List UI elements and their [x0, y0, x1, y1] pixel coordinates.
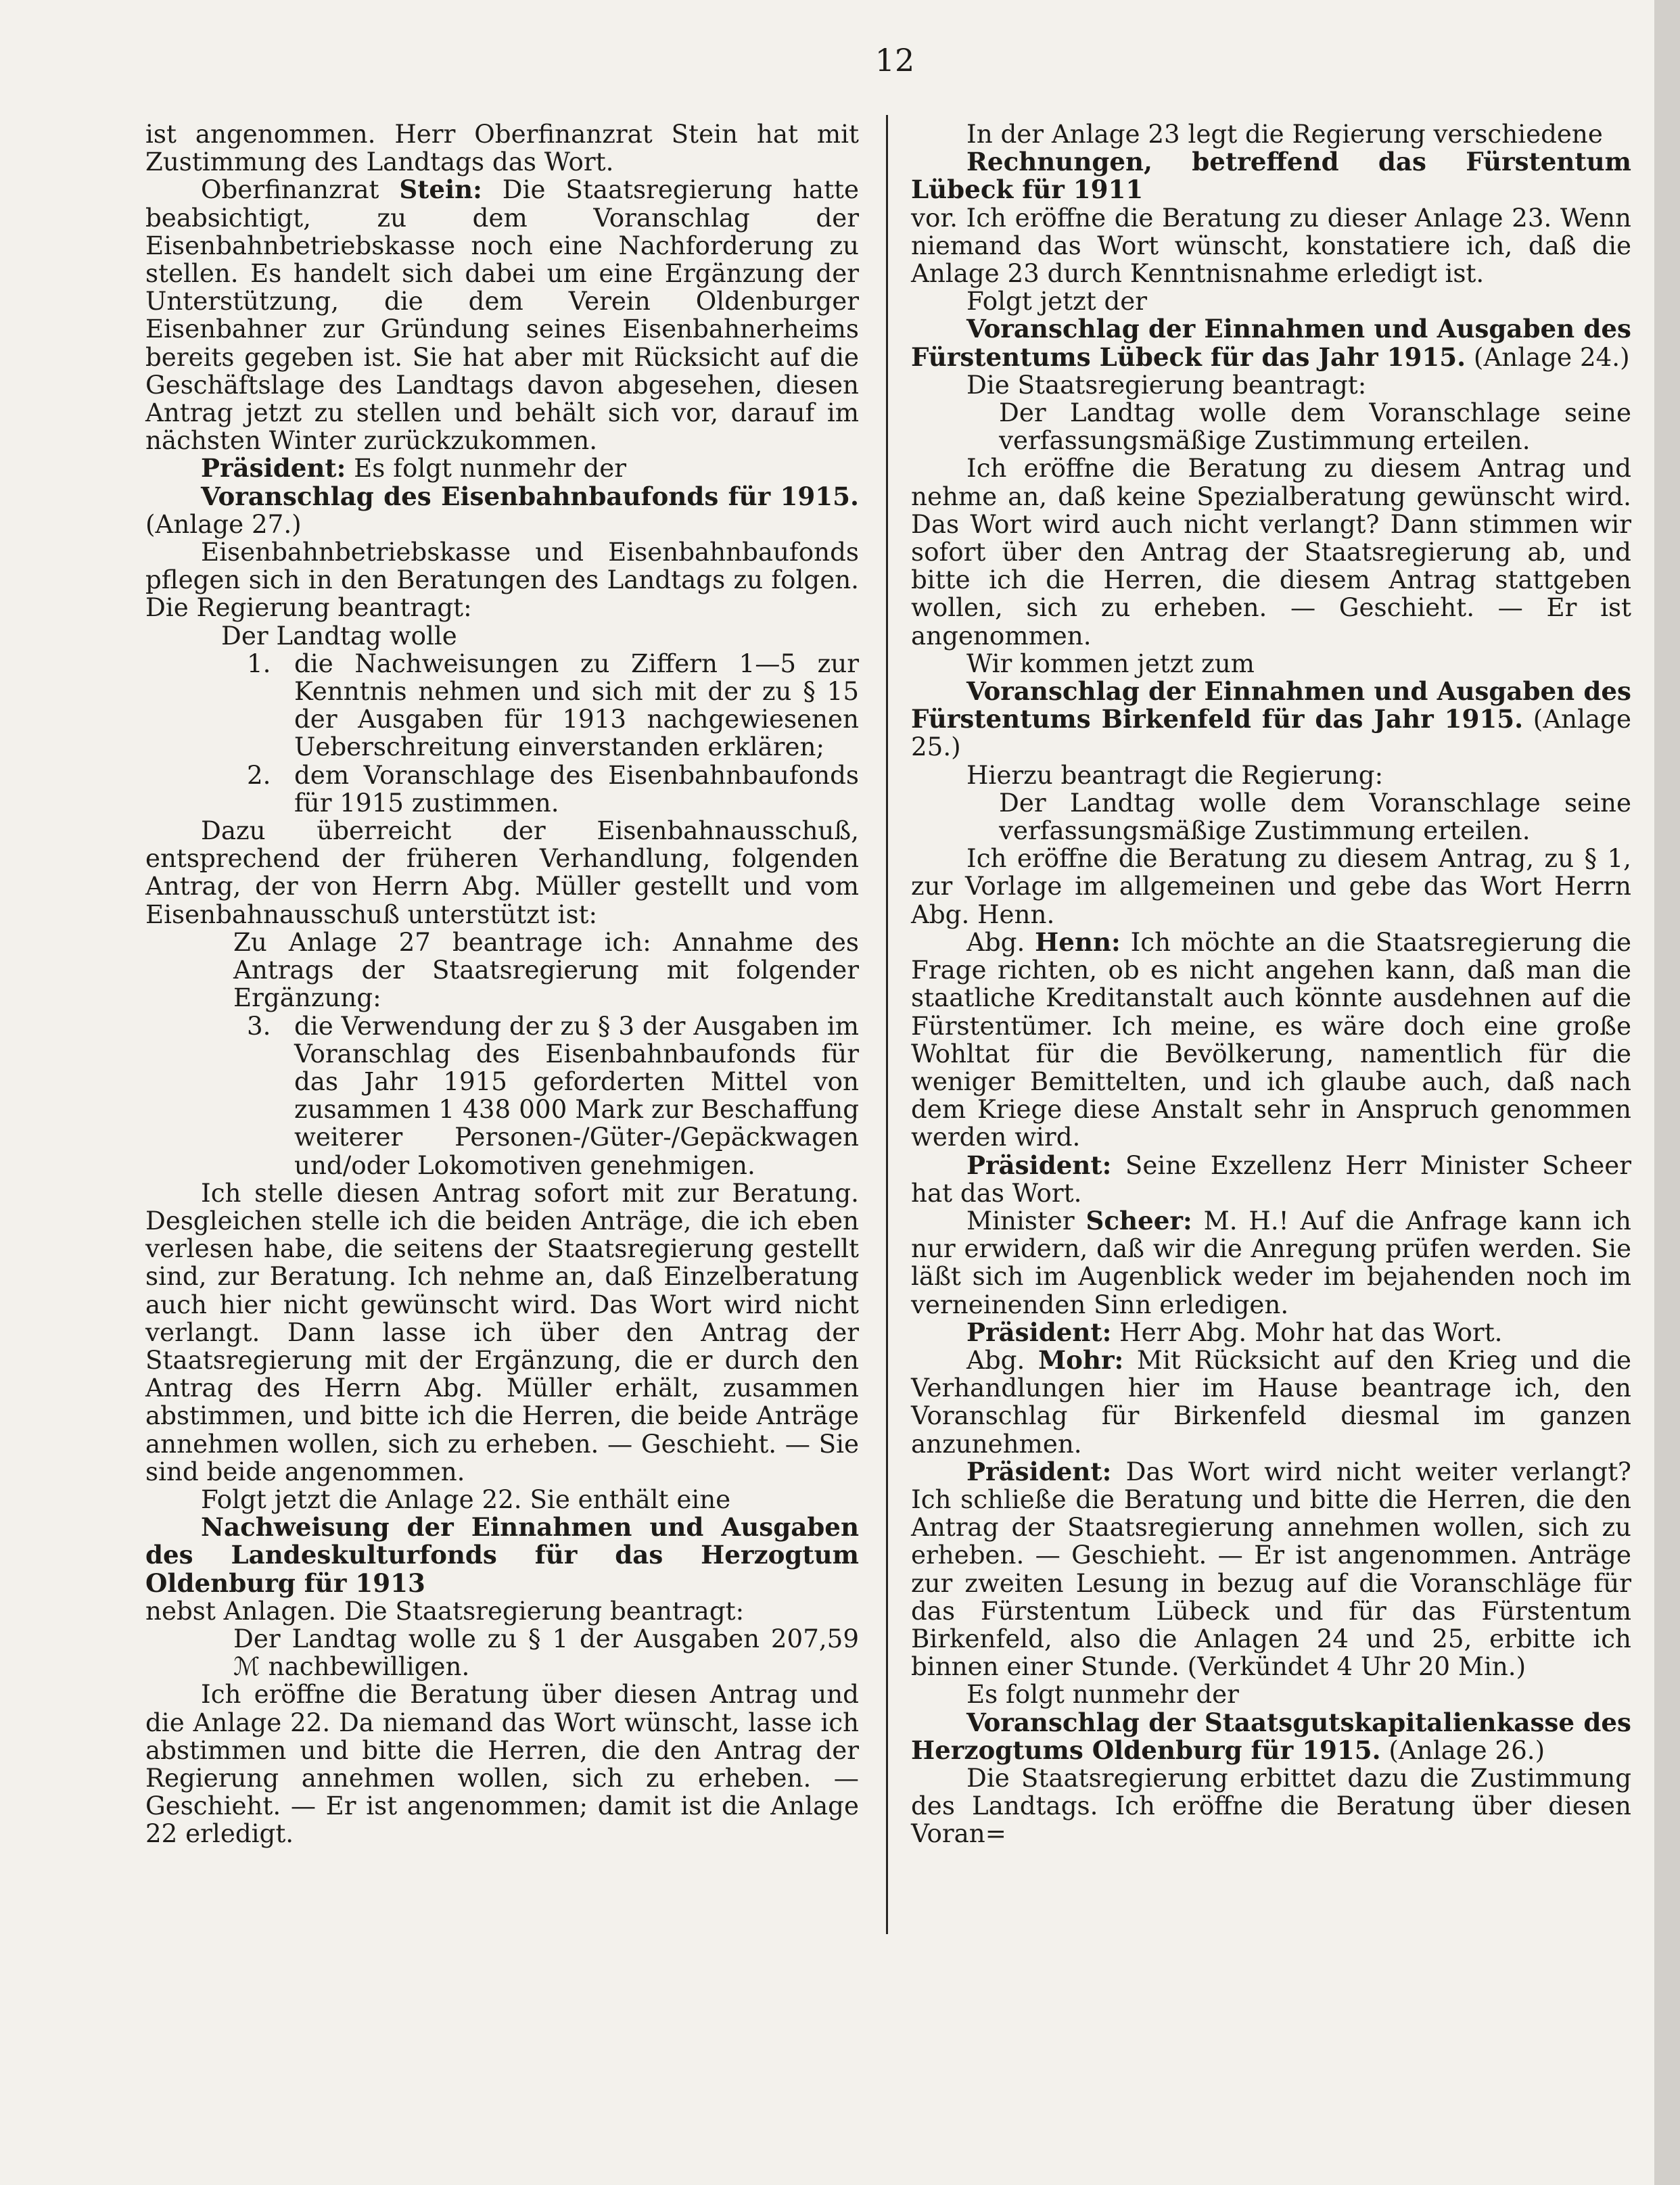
heading-tail: (Anlage 27.) [145, 509, 302, 539]
speaker-name: Präsident: [966, 1317, 1112, 1347]
item-number: 3. [247, 1010, 271, 1041]
motion-text: Der Landtag wolle dem Voranschlage seine verfassungsmäßige Zustimmung erteilen. [999, 398, 1631, 456]
heading-title: Voranschlag des Eisenbahnbaufonds für 1915. [201, 481, 859, 511]
heading-tail: (Anlage 25.) [911, 704, 1631, 762]
page-edge-shadow [1654, 0, 1680, 2185]
section-heading: Rechnungen, betreffend das Fürstentum Lübeck für 1911 [911, 147, 1631, 205]
paragraph: Ich eröffne die Beratung zu diesem Antrag, zu § 1, zur Vorlage im allgemeinen und gebe das Wort Herrn Abg. Henn. [911, 843, 1631, 929]
speech-text: Das Wort wird nicht weiter verlangt? Ich schließe die Beratung und bitte die Herren, die den Antrag der Staatsregierung annehmen wollen, sich zu erheben. — Geschieht. — Er ist angenommen. Anträge zur zweiten Lesung in bezug auf die Voranschläge für das Fürstentum Lübeck und für das Fürstentum Birkenfeld, also die Anlagen 24 und 25, erbitte ich binnen einer Stunde. (Verkündet 4 Uhr 20 Min.) [911, 1456, 1631, 1682]
section-heading: Nachweisung der Einnahmen und Ausgaben des Landeskulturfonds für das Herzogtum Oldenburg für 1913 [145, 1512, 859, 1598]
speaker-name: Henn: [1035, 926, 1121, 957]
motion-text: Zu Anlage 27 beantrage ich: Annahme des Antrags der Staatsregierung mit folgender Ergänzung: [233, 926, 859, 1013]
speaker-name: Präsident: [966, 1150, 1112, 1180]
motion-intro: Der Landtag wolle [221, 620, 457, 651]
list-item [247, 1012, 859, 1179]
paragraph: Ich eröffne die Beratung zu diesem Antrag und nehme an, daß keine Spezialberatung gewünscht wird. Das Wort wird auch nicht verlangt? Dann stimmen wir sofort über den Antrag der Staatsregierung ab, und bitte ich die Herren, die diesem Antrag stattgeben wollen, sich zu erheben. — Geschieht. — Er ist angenommen. [911, 453, 1631, 651]
page-number: 12 [874, 42, 915, 78]
speaker-name: Scheer: [1086, 1205, 1192, 1236]
section-heading [911, 315, 1631, 371]
speech-text: Ich möchte an die Staatsregierung die Frage richten, ob es nicht angehen kann, daß man die staatliche Kreditanstalt auch könnte ausdehnen auf die Fürstentümer. Ich meine, es wäre doch eine große Wohltat für die Bevölkerung, namentlich für die weniger Bemittelten, und ich glaube auch, daß nach dem Kriege diese Anstalt sehr in Anspruch genommen werden wird. [911, 926, 1631, 1152]
paragraph: Dazu überreicht der Eisenbahnausschuß, entsprechend der früheren Verhandlung, folgenden Antrag, der von Herrn Abg. Müller gestellt und vom Eisenbahnausschuß unterstützt ist: [145, 816, 859, 929]
speech-paragraph [911, 1152, 1631, 1207]
section-heading [911, 1709, 1631, 1764]
speech-paragraph [911, 1319, 1631, 1346]
speaker-title: Minister [966, 1205, 1075, 1236]
item-text: dem Voranschlage des Eisenbahnbaufonds für 1915 zustimmen. [294, 759, 859, 818]
paragraph: In der Anlage 23 legt die Regierung verschiedene [966, 119, 1603, 149]
speaker-name: Präsident: [201, 453, 346, 484]
motion-text: Der Landtag wolle zu § 1 der Ausgaben 207,59 ℳ nachbewilligen. [233, 1623, 859, 1682]
left-column [145, 120, 859, 1848]
paragraph: vor. Ich eröffne die Beratung zu dieser Anlage 23. Wenn niemand das Wort wünscht, konstatiere ich, daß die Anlage 23 durch Kenntnisnahme erledigt ist. [911, 202, 1631, 289]
speaker-name: Stein: [399, 174, 482, 205]
paragraph: ist angenommen. Herr Oberfinanzrat Stein hat mit Zustimmung des Landtags das Wort. [145, 119, 859, 177]
heading-title: Voranschlag der Einnahmen und Ausgaben des Fürstentums Birkenfeld für das Jahr 1915. [911, 676, 1631, 734]
item-number: 1. [247, 648, 271, 678]
heading-title: Voranschlag der Staatsgutskapitalienkasse des Herzogtums Oldenburg für 1915. [911, 1707, 1631, 1765]
list-item [247, 650, 859, 761]
speech-paragraph [145, 454, 859, 482]
speech-paragraph [911, 926, 1631, 1152]
column-divider [886, 115, 888, 1934]
speech-text: Mit Rücksicht auf den Krieg und die Verhandlungen hier im Hause beantrage ich, den Voranschlag für Birkenfeld diesmal im ganzen anzunehmen. [911, 1344, 1631, 1459]
paragraph: Wir kommen jetzt zum [966, 648, 1255, 678]
paragraph: Eisenbahnbetriebskasse und Eisenbahnbaufonds pflegen sich in den Beratungen des Landtags zu folgen. Die Regierung beantragt: [145, 537, 859, 623]
speech-paragraph [911, 1458, 1631, 1681]
speech-text: Seine Exzellenz Herr Minister Scheer hat das Wort. [911, 1150, 1631, 1208]
motion-text: Der Landtag wolle dem Voranschlage seine verfassungsmäßige Zustimmung erteilen. [999, 787, 1631, 846]
speech-text: Herr Abg. Mohr hat das Wort. [1111, 1317, 1503, 1347]
speaker-name: Präsident: [966, 1456, 1112, 1486]
paragraph: Folgt jetzt der [966, 286, 1148, 316]
item-text: die Nachweisungen zu Ziffern 1—5 zur Kenntnis nehmen und sich mit der zu § 15 der Ausgaben für 1913 nachgewiesenen Ueberschreitung einverstanden erklären; [294, 648, 859, 762]
speaker-title: Abg. [966, 926, 1025, 957]
speech-paragraph [911, 1207, 1631, 1319]
section-heading [911, 678, 1631, 761]
list-item [247, 761, 859, 817]
paragraph: Die Staatsregierung beantragt: [966, 369, 1367, 400]
section-heading [145, 483, 859, 538]
paragraph: Ich eröffne die Beratung über diesen Antrag und die Anlage 22. Da niemand das Wort wünscht, lasse ich abstimmen und bitte die Herren, die den Antrag der Regierung annehmen wollen, sich zu erheben. — Geschieht. — Er ist angenommen; damit ist die Anlage 22 erledigt. [145, 1679, 859, 1849]
paragraph: Folgt jetzt die Anlage 22. Sie enthält eine [201, 1484, 731, 1514]
speech-text: M. H.! Auf die Anfrage kann ich nur erwidern, daß wir die Anregung prüfen werden. Sie läßt sich im Augenblick weder im bejahenden noch im verneinenden Sinn erledigen. [911, 1205, 1631, 1319]
right-column [911, 120, 1631, 1848]
paragraph: Die Staatsregierung erbittet dazu die Zustimmung des Landtags. Ich eröffne die Beratung über diesen Voran= [911, 1762, 1631, 1849]
paragraph: nebst Anlagen. Die Staatsregierung beantragt: [145, 1595, 745, 1626]
paragraph: Es folgt nunmehr der [966, 1679, 1239, 1710]
heading-title: Voranschlag der Einnahmen und Ausgaben des Fürstentums Lübeck für das Jahr 1915. [911, 314, 1631, 372]
item-text: die Verwendung der zu § 3 der Ausgaben im Voranschlag des Eisenbahnbaufonds für das Jahr 1915 geforderten Mittel von zusammen 1 438 000 Mark zur Beschaffung weiterer Personen-/Güter-/Gepäckwagen und/oder Lokomotiven genehmigen. [294, 1010, 859, 1180]
speech-text: Es folgt nunmehr der [346, 453, 627, 484]
speech-paragraph [911, 1346, 1631, 1458]
speaker-title: Oberfinanzrat [201, 174, 379, 205]
paragraph: Hierzu beantragt die Regierung: [966, 759, 1384, 790]
heading-tail: (Anlage 26.) [1380, 1735, 1545, 1765]
paragraph: Ich stelle diesen Antrag sofort mit zur Beratung. Desgleichen stelle ich die beiden Anträge, die ich eben verlesen habe, die seitens der Staatsregierung gestellt sind, zur Beratung. Ich nehme an, daß Einzelberatung auch hier nicht gewünscht wird. Das Wort wird nicht verlangt. Dann lasse ich über den Antrag der Staatsregierung mit der Ergänzung, die er durch den Antrag des Herrn Abg. Müller erhält, zusammen abstimmen, und bitte ich die Herren, die beide Anträge annehmen wollen, sich zu erheben. — Geschieht. — Sie sind beide angenommen. [145, 1177, 859, 1486]
speech-text: Die Staatsregierung hatte beabsichtigt, zu dem Voranschlag der Eisenbahnbetriebskasse noch eine Nachforderung zu stellen. Es handelt sich dabei um eine Ergänzung der Unterstützung, die dem Verein Oldenburger Eisenbahner zur Gründung seines Eisenbahnerheims bereits gegeben ist. Sie hat aber mit Rücksicht auf die Geschäftslage des Landtags davon abgesehen, diesen Antrag jetzt zu stellen und behält sich vor, darauf im nächsten Winter zurückzukommen. [145, 174, 859, 456]
speech-paragraph [145, 176, 859, 454]
speaker-name: Mohr: [1037, 1344, 1124, 1375]
heading-tail: (Anlage 24.) [1466, 342, 1630, 372]
item-number: 2. [247, 759, 271, 790]
speaker-title: Abg. [966, 1344, 1025, 1375]
